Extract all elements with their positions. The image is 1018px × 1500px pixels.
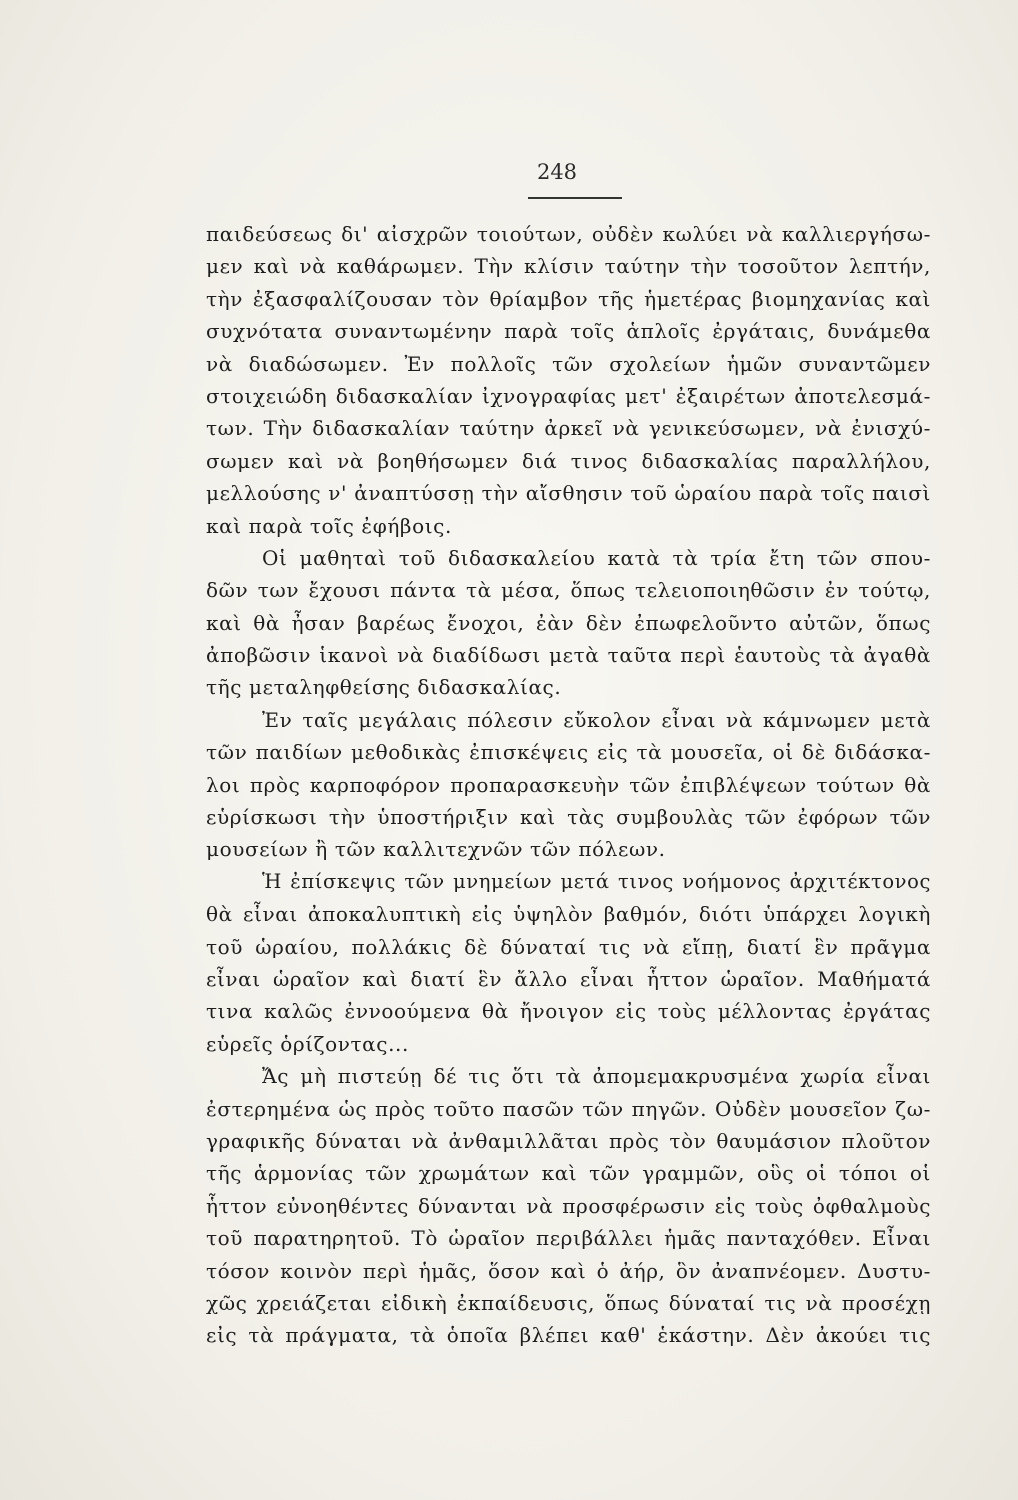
text-line: μουσείων ἢ τῶν καλλιτεχνῶν τῶν πόλεων. xyxy=(206,837,666,862)
text-line: καὶ θὰ ἦσαν βαρέως ἔνοχοι, ἐὰν δὲν ἐπωφελοῦντο αὐτῶν, ὅπως xyxy=(206,610,931,635)
text-line: εὑρίσκωσι τὴν ὑποστήριξιν καὶ τὰς συμβουλὰς τῶν ἐφόρων τῶν xyxy=(206,805,931,830)
text-line: στοιχειώδη διδασκαλίαν ἰχνογραφίας μετ' ἐξαιρέτων ἀποτελεσμά- xyxy=(206,383,931,408)
body-text xyxy=(206,218,931,1352)
text-line: λοι πρὸς καρποφόρον προπαρασκευὴν τῶν ἐπιβλέψεων τούτων θὰ xyxy=(206,772,931,797)
text-line: χῶς χρειάζεται εἰδικὴ ἐκπαίδευσις, ὅπως δύναταί τις νὰ προσέχῃ xyxy=(206,1290,931,1315)
text-line: τῆς μεταληφθείσης διδασκαλίας. xyxy=(206,675,562,700)
text-line: παιδεύσεως δι' αἰσχρῶν τοιούτων, οὐδὲν κωλύει νὰ καλλιεργήσω- xyxy=(206,222,931,246)
text-line: σωμεν καὶ νὰ βοηθήσωμεν διά τινος διδασκαλίας παραλλήλου, xyxy=(206,448,931,473)
page-number-rule xyxy=(528,197,622,199)
text-line: καὶ παρὰ τοῖς ἐφήβοις. xyxy=(206,513,452,538)
text-line: Ἄς μὴ πιστεύῃ δέ τις ὅτι τὰ ἀπομεμακρυσμένα χωρία εἶναι xyxy=(262,1064,931,1089)
text-line: μεν καὶ νὰ καθάρωμεν. Τὴν κλίσιν ταύτην τὴν τοσοῦτον λεπτήν, xyxy=(206,254,931,279)
text-line: μελλούσης ν' ἀναπτύσσῃ τὴν αἴσθησιν τοῦ ὡραίου παρὰ τοῖς παισὶ xyxy=(206,481,931,506)
text-line: τοῦ παρατηρητοῦ. Τὸ ὡραῖον περιβάλλει ἡμᾶς πανταχόθεν. Εἶναι xyxy=(206,1226,931,1251)
text-line: εὑρεῖς ὁρίζοντας... xyxy=(206,1031,409,1056)
text-line: των. Τὴν διδασκαλίαν ταύτην ἀρκεῖ νὰ γενικεύσωμεν, νὰ ἐνισχύ- xyxy=(206,416,931,441)
text-line: τινα καλῶς ἐννοούμενα θὰ ἤνοιγον εἰς τοὺς μέλλοντας ἐργάτας xyxy=(206,999,931,1024)
text-line: ἧττον εὐνοηθέντες δύνανται νὰ προσφέρωσιν εἰς τοὺς ὀφθαλμοὺς xyxy=(206,1193,931,1218)
text-line: Ἐν ταῖς μεγάλαις πόλεσιν εὔκολον εἶναι νὰ κάμνωμεν μετὰ xyxy=(262,707,931,732)
page-number: 248 xyxy=(536,160,578,184)
text-line: τοῦ ὡραίου, πολλάκις δὲ δύναταί τις νὰ εἴπῃ, διατί ἓν πρᾶγμα xyxy=(206,934,931,959)
text-line: συχνότατα συναντωμένην παρὰ τοῖς ἁπλοῖς ἐργάταις, δυνάμεθα xyxy=(206,319,931,344)
text-line: εἶναι ὡραῖον καὶ διατί ἓν ἄλλο εἶναι ἧττον ὡραῖον. Μαθήματά xyxy=(206,966,931,991)
text-line: εἰς τὰ πράγματα, τὰ ὁποῖα βλέπει καθ' ἑκάστην. Δὲν ἀκούει τις xyxy=(206,1323,931,1348)
text-line: δῶν των ἔχουσι πάντα τὰ μέσα, ὅπως τελειοποιηθῶσιν ἐν τούτῳ, xyxy=(206,578,931,603)
text-line: θὰ εἶναι ἀποκαλυπτικὴ εἰς ὑψηλὸν βαθμόν, διότι ὑπάρχει λογικὴ xyxy=(206,902,931,927)
text-line: τὴν ἐξασφαλίζουσαν τὸν θρίαμβον τῆς ἡμετέρας βιομηχανίας καὶ xyxy=(206,286,931,311)
text-line: ἐστερημένα ὡς πρὸς τοῦτο πασῶν τῶν πηγῶν. Οὐδὲν μουσεῖον ζω- xyxy=(206,1096,931,1121)
text-line: νὰ διαδώσωμεν. Ἐν πολλοῖς τῶν σχολείων ἡμῶν συναντῶμεν xyxy=(206,351,931,376)
text-line: γραφικῆς δύναται νὰ ἀνθαμιλλᾶται πρὸς τὸν θαυμάσιον πλοῦτον xyxy=(206,1128,931,1153)
text-line: ἀποβῶσιν ἱκανοὶ νὰ διαδίδωσι μετὰ ταῦτα περὶ ἑαυτοὺς τὰ ἀγαθὰ xyxy=(206,643,931,668)
text-line: τῆς ἁρμονίας τῶν χρωμάτων καὶ τῶν γραμμῶν, οὓς οἱ τόποι οἱ xyxy=(206,1161,931,1186)
text-line: τόσον κοινὸν περὶ ἡμᾶς, ὅσον καὶ ὁ ἀήρ, ὃν ἀναπνέομεν. Δυστυ- xyxy=(206,1258,931,1283)
text-line: τῶν παιδίων μεθοδικὰς ἐπισκέψεις εἰς τὰ μουσεῖα, οἱ δὲ διδάσκα- xyxy=(206,740,931,765)
text-line: Οἱ μαθηταὶ τοῦ διδασκαλείου κατὰ τὰ τρία ἔτη τῶν σπου- xyxy=(262,545,931,570)
text-line: Ἡ ἐπίσκεψις τῶν μνημείων μετά τινος νοήμονος ἀρχιτέκτονος xyxy=(262,869,931,893)
